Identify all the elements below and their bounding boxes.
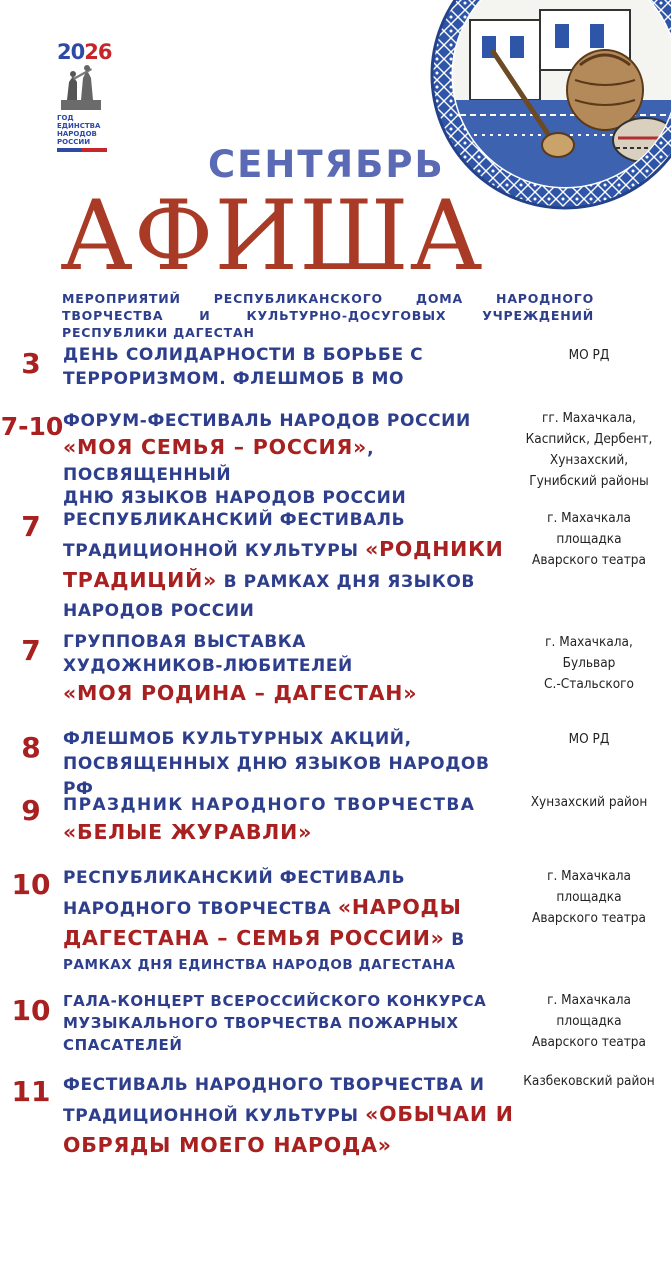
event-title: РЕСПУБЛИКАНСКИЙ ФЕСТИВАЛЬ ТРАДИЦИОННОЙ КУЛЬТУРЫ «РОДНИКИ ТРАДИЦИЙ» В РАМКАХ ДНЯ ЯЗЫКОВ НАРОДОВ РОССИИ [63,510,504,621]
event-title: ПРАЗДНИК НАРОДНОГО ТВОРЧЕСТВА «БЕЛЫЕ ЖУРАВЛИ» [63,795,476,844]
event-title: РЕСПУБЛИКАНСКИЙ ФЕСТИВАЛЬ НАРОДНОГО ТВОРЧЕСТВА «НАРОДЫ ДАГЕСТАНА – СЕМЬЯ РОССИИ» В РАМКАХ ДНЯ ЕДИНСТВА НАРОДОВ ДАГЕСТАНА [63,868,465,973]
event-title: ФЕСТИВАЛЬ НАРОДНОГО ТВОРЧЕСТВА И ТРАДИЦИОННОЙ КУЛЬТУРЫ «ОБЫЧАИ И ОБРЯДЫ МОЕГО НАРОДА» [63,1075,514,1157]
event-date: 8 [21,731,41,764]
event-location: Хунзахский район [530,794,648,810]
event-location: г. Махачкала площадка Аварского театра [532,868,646,926]
event-title: ГРУППОВАЯ ВЫСТАВКА ХУДОЖНИКОВ-ЛЮБИТЕЛЕЙ «МОЯ РОДИНА – ДАГЕСТАН» [63,632,418,705]
event-title: ФОРУМ-ФЕСТИВАЛЬ НАРОДОВ РОССИИ «МОЯ СЕМЬЯ – РОССИЯ», ПОСВЯЩЕННЫЙ ДНЮ ЯЗЫКОВ НАРОДОВ РОССИИ [63,411,471,508]
event-title: ДЕНЬ СОЛИДАРНОСТИ В БОРЬБЕ С ТЕРРОРИЗМОМ. ФЛЕШМОБ В МО [63,345,424,389]
logo-year: 2026 [57,40,112,64]
year-of-unity-logo [55,40,115,150]
page-subtitle: МЕРОПРИЯТИЙ РЕСПУБЛИКАНСКОГО ДОМА НАРОДНОГО ТВОРЧЕСТВА И КУЛЬТУРНО-ДОСУГОВЫХ УЧРЕЖДЕНИЙ РЕСПУБЛИКИ ДАГЕСТАН [62,291,594,340]
monument-icon [57,64,105,112]
event-date: 7 [21,634,41,667]
event-location: Казбековский район [523,1073,655,1089]
event-date: 11 [11,1075,51,1108]
event-location: МО РД [568,347,610,363]
event-date: 7 [21,510,41,543]
event-date: 10 [11,868,51,901]
event-date: 9 [21,794,41,827]
logo-caption: ГОД ЕДИНСТВА НАРОДОВ РОССИИ [57,114,101,146]
event-location: г. Махачкала площадка Аварского театра [532,992,646,1050]
logo-flag-stripe [57,148,107,152]
month-heading: СЕНТЯБРЬ [208,143,445,186]
event-location: гг. Махачкала, Каспийск, Дербент, Хунзахский, Гунибский районы [525,410,653,489]
page-title: АФИША [60,180,484,292]
event-title: ГАЛА-КОНЦЕРТ ВСЕРОССИЙСКОГО КОНКУРСА МУЗЫКАЛЬНОГО ТВОРЧЕСТВА ПОЖАРНЫХ СПАСАТЕЛЕЙ [63,992,487,1054]
decorative-plate-image [430,0,671,210]
event-location: г. Махачкала площадка Аварского театра [532,510,646,568]
event-title: ФЛЕШМОБ КУЛЬТУРНЫХ АКЦИЙ, ПОСВЯЩЕННЫХ ДНЮ ЯЗЫКОВ НАРОДОВ РФ [63,729,490,799]
event-date: 3 [21,347,41,380]
event-location: МО РД [568,731,610,747]
event-date: 7-10 [0,412,64,441]
event-date: 10 [11,994,51,1027]
event-location: г. Махачкала, Бульвар С.-Стальского [544,634,634,692]
